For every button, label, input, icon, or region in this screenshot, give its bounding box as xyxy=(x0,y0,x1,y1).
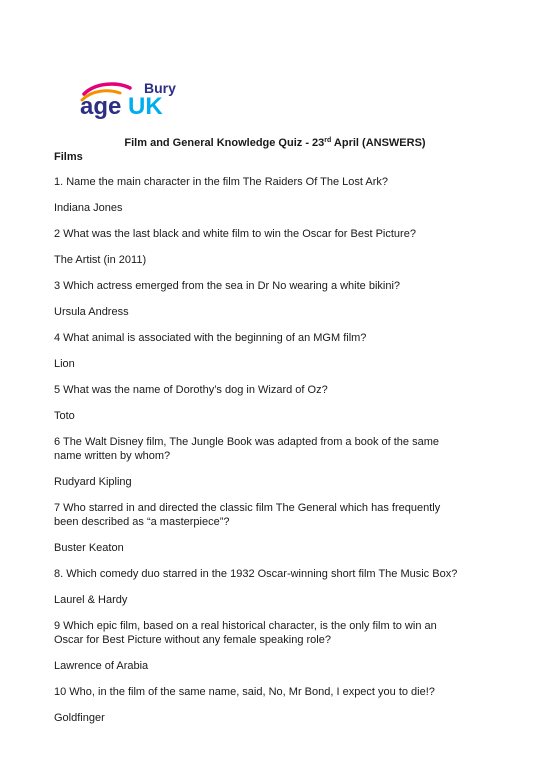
question-3: 3 Which actress emerged from the sea in Dr No wearing a white bikini? xyxy=(54,280,401,292)
logo-bury: Bury xyxy=(144,80,176,96)
answer-8: Laurel & Hardy xyxy=(54,594,128,606)
question-5: 5 What was the name of Dorothy’s dog in Wizard of Oz? xyxy=(54,384,328,396)
answer-1: Indiana Jones xyxy=(54,202,123,214)
question-4: 4 What animal is associated with the beginning of an MGM film? xyxy=(54,332,367,344)
answer-5: Toto xyxy=(54,410,75,422)
answer-2: The Artist (in 2011) xyxy=(54,254,147,266)
question-9: 9 Which epic film, based on a real historical character, is the only film to win an Oscar for Best Picture without any female speaking role? xyxy=(54,620,437,646)
answer-10: Goldfinger xyxy=(54,712,105,724)
answer-9: Lawrence of Arabia xyxy=(54,660,149,672)
answer-7: Buster Keaton xyxy=(54,542,124,554)
question-8: 8. Which comedy duo starred in the 1932 Oscar-winning short film The Music Box? xyxy=(54,568,458,580)
question-2: 2 What was the last black and white film to win the Oscar for Best Picture? xyxy=(54,228,416,240)
question-10: 10 Who, in the film of the same name, said, No, Mr Bond, I expect you to die!? xyxy=(54,686,435,698)
question-6: 6 The Walt Disney film, The Jungle Book was adapted from a book of the same name written by whom? xyxy=(54,436,439,462)
answer-3: Ursula Andress xyxy=(54,306,129,318)
logo-age: age xyxy=(80,93,122,120)
answer-4: Lion xyxy=(54,358,75,370)
age-uk-bury-logo xyxy=(78,80,193,120)
document-title: Film and General Knowledge Quiz - 23rd April (ANSWERS) xyxy=(124,137,426,149)
question-1: 1. Name the main character in the film The Raiders Of The Lost Ark? xyxy=(54,176,389,188)
question-7: 7 Who starred in and directed the classic film The General which has frequently been described as “a masterpiece”? xyxy=(54,502,441,528)
logo-uk: UK xyxy=(128,93,163,120)
answer-6: Rudyard Kipling xyxy=(54,476,132,488)
section-heading: Films xyxy=(54,151,83,163)
